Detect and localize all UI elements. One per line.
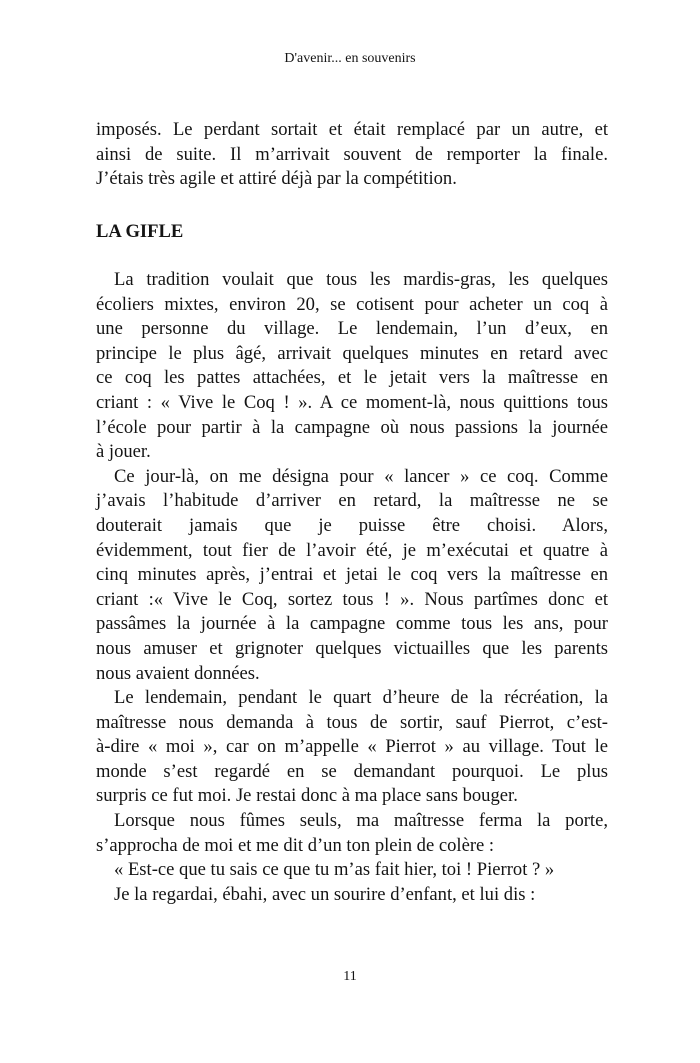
text-line: passâmes la journée à la campagne comme tous les ans, pour [96,613,608,635]
text-line: Le lendemain, pendant le quart d’heure de la récréation, la [114,687,608,709]
page-number: 11 [343,969,357,984]
text-line: imposés. Le perdant sortait et était remplacé par un autre, et [96,119,608,140]
text-line: s’approcha de moi et me dit d’un ton plein de colère : [96,834,495,856]
text-line: Ce jour-là, on me désigna pour « lancer » ce coq. Comme [114,465,608,487]
text-line: maîtresse nous demanda à tous de sortir, sauf Pierrot, c’est- [96,711,608,733]
running-head: D'avenir... en souvenirs [284,51,416,66]
text-line: surpris ce fut moi. Je restai donc à ma place sans bouger. [96,785,518,807]
text-line: monde s’est regardé en se demandant pourquoi. Le plus [96,760,608,782]
text-line: Je la regardai, ébahi, avec un sourire d’enfant, et lui dis : [114,883,536,905]
text-line: à jouer. [96,441,151,463]
text-line: nous avaient données. [96,662,260,684]
opening-paragraph [96,118,608,192]
text-line: évidemment, tout fier de l’avoir été, je m’exécutai et quatre à [96,539,608,561]
text-line: criant :« Vive le Coq, sortez tous ! ». Nous partîmes donc et [96,588,608,610]
text-line: à-dire « moi », car on m’appelle « Pierrot » au village. Tout le [96,736,608,758]
text-line: douterait jamais que je puisse être choisi. Alors, [96,514,608,536]
text-line: criant : « Vive le Coq ! ». A ce moment-là, nous quittions tous [96,391,608,413]
text-line: ainsi de suite. Il m’arrivait souvent de remporter la finale. [96,143,608,165]
text-line: ce coq les pattes attachées, et le jetait vers la maîtresse en [96,367,608,389]
text-line: nous amuser et grignoter quelques victuailles que les parents [96,637,608,659]
text-line: principe le plus âgé, arrivait quelques minutes en retard avec [96,342,608,364]
text-line: l’école pour partir à la campagne où nous passions la journée [96,416,608,438]
text-line: « Est-ce que tu sais ce que tu m’as fait hier, toi ! Pierrot ? » [114,859,555,881]
text-line: J’étais très agile et attiré déjà par la compétition. [96,168,457,190]
text-line: La tradition voulait que tous les mardis-gras, les quelques [114,269,608,290]
text-line: une personne du village. Le lendemain, l’un d’eux, en [96,318,608,340]
section-body [96,268,608,907]
text-line: cinq minutes après, j’entrai et jetai le coq vers la maîtresse en [96,564,608,586]
text-line: j’avais l’habitude d’arriver en retard, la maîtresse ne se [96,490,608,512]
text-line: Lorsque nous fûmes seuls, ma maîtresse ferma la porte, [114,810,608,832]
text-line: écoliers mixtes, environ 20, se cotisent pour acheter un coq à [96,293,608,315]
section-heading: LA GIFLE [96,221,184,242]
